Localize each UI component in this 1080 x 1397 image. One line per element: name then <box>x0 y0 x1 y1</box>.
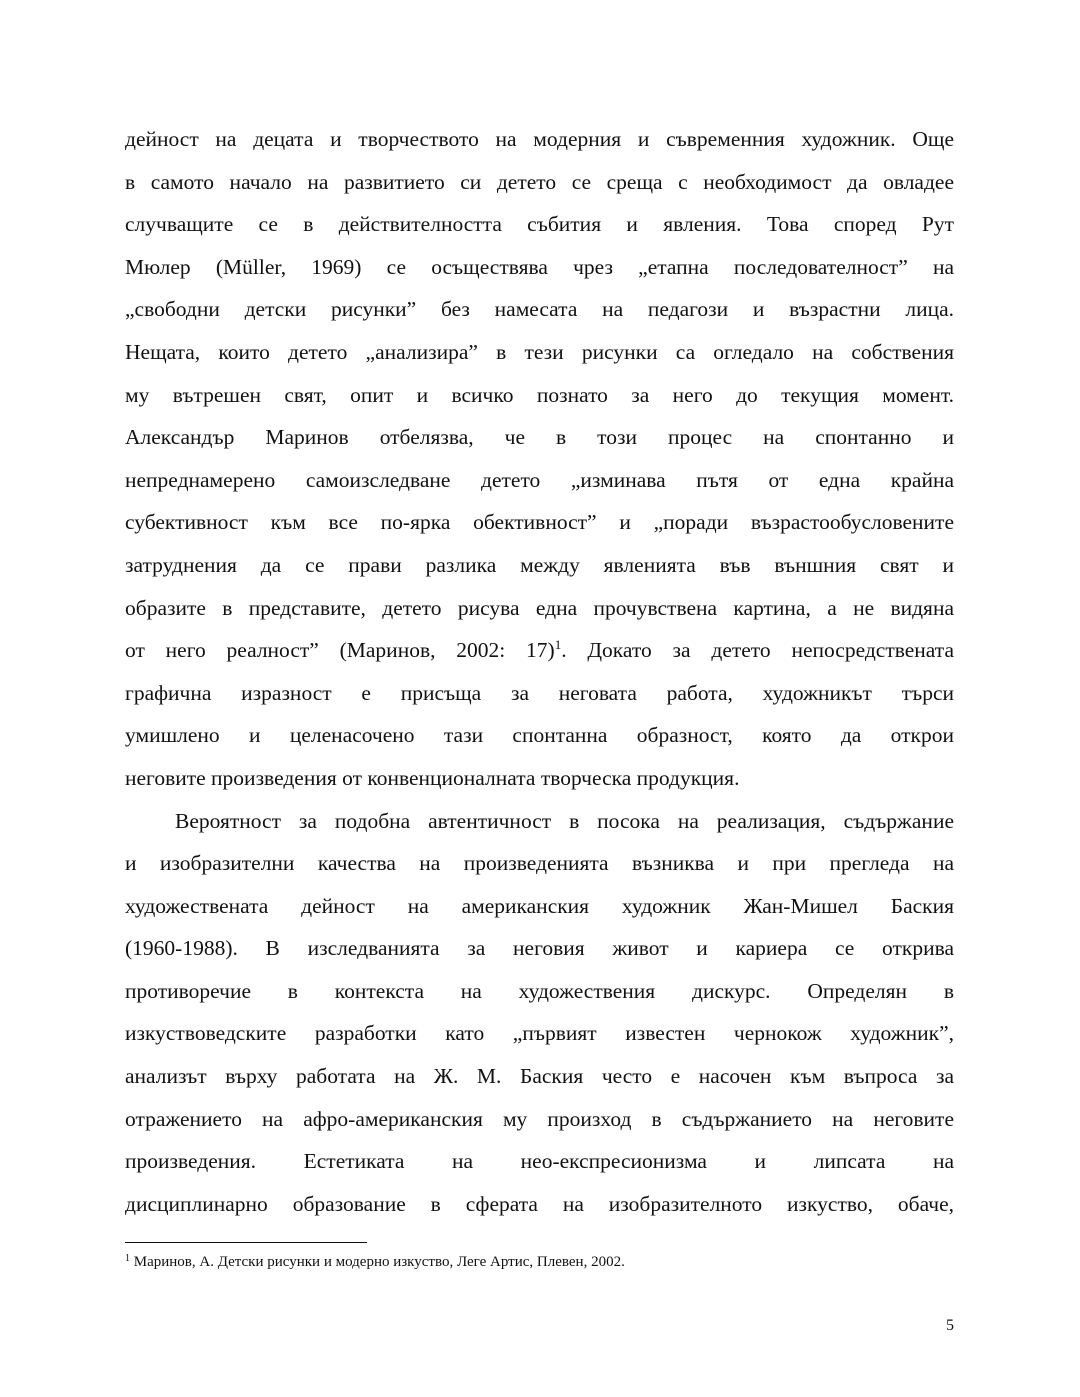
text-line: произведения. Естетиката на нео-експресионизма и липсата на <box>125 1149 954 1174</box>
text-line: (1960-1988). В изследванията за неговия живот и кариера се открива <box>125 936 954 961</box>
text-line: изкуствоведските разработки като „първият известен чернокож художник”, <box>125 1021 954 1046</box>
main-text <box>125 118 954 1225</box>
text-line: противоречие в контекста на художествения дискурс. Определян в <box>125 978 954 1003</box>
text-line: и изобразителни качества на произведенията възниква и при прегледа на <box>125 851 954 876</box>
text-line: в самото начало на развитието си детето се среща с необходимост да овладее <box>125 169 954 194</box>
text-line: умишлено и целенасочено тази спонтанна образност, която да открои <box>125 723 954 748</box>
text-line: Александър Маринов отбелязва, че в този процес на спонтанно и <box>125 425 954 450</box>
footnote <box>125 1252 954 1272</box>
footnote-marker: 1 <box>125 1253 130 1264</box>
text-line: „свободни детски рисунки” без намесата на педагози и възрастни лица. <box>125 297 954 322</box>
text-line: му вътрешен свят, опит и всичко познато за него до текущия момент. <box>125 382 954 407</box>
text-line: Нещата, които детето „анализира” в тези рисунки са огледало на собствения <box>125 339 954 364</box>
text-segment: . Докато за детето непосредствената <box>561 638 954 663</box>
text-line: отражението на афро-американския му произход в съдържанието на неговите <box>125 1106 954 1131</box>
text-line: дейност на децата и творчеството на модерния и съвременния художник. Още <box>125 127 954 151</box>
footnote-divider <box>125 1242 367 1243</box>
text-line: образите в представите, детето рисува една прочувствена картина, а не видяна <box>125 595 954 620</box>
text-line: графична изразност е присъща за неговата работа, художникът търси <box>125 680 954 705</box>
text-line: Мюлер (Müller, 1969) се осъществява чрез „етапна последователност” на <box>125 254 954 279</box>
footnote-text: Маринов, А. Детски рисунки и модерно изкуство, Леге Артис, Плевен, 2002. <box>130 1254 625 1270</box>
text-line: дисциплинарно образование в сферата на изобразителното изкуство, обаче, <box>125 1191 954 1216</box>
text-line: субективност към все по-ярка обективност” и „поради възрастообусловените <box>125 510 954 535</box>
text-line: затруднения да се прави разлика между явленията във външния свят и <box>125 552 954 577</box>
page-number: 5 <box>946 1317 954 1334</box>
text-line: случващите се в действителността събития и явления. Това според Рут <box>125 212 954 237</box>
text-segment: от него реалност” (Маринов, 2002: 17) <box>125 638 555 663</box>
text-line: непреднамерено самоизследване детето „изминава пътя от една крайна <box>125 467 954 492</box>
text-line: анализът върху работата на Ж. М. Баския често е насочен към въпроса за <box>125 1064 954 1089</box>
text-line-with-footnote-ref <box>125 629 954 672</box>
paragraph-end-line: неговите произведения от конвенционалната творческа продукция. <box>125 765 740 790</box>
paragraph-first-line: Вероятност за подобна автентичност в посока на реализация, съдържание <box>175 808 954 833</box>
footnote-reference: 1 <box>554 637 562 653</box>
text-line: художествената дейност на американския художник Жан-Мишел Баския <box>125 893 954 918</box>
